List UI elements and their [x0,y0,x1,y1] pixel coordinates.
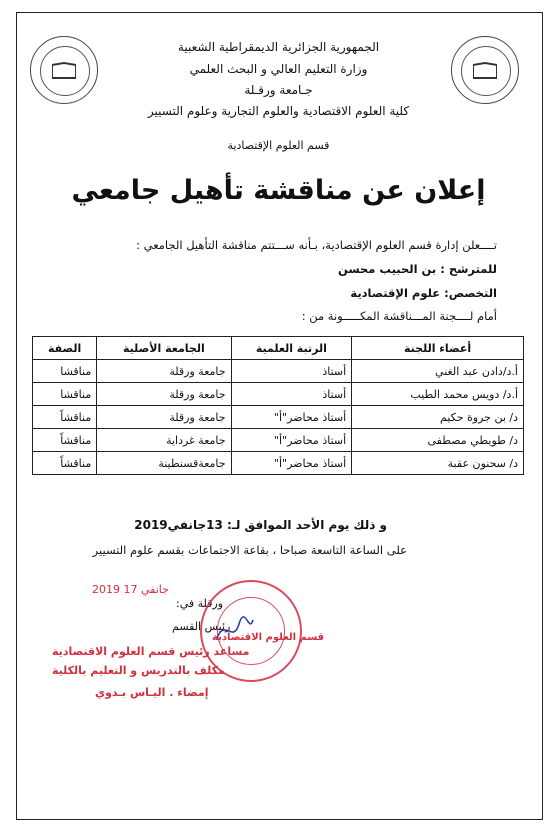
date-line: و ذلك يوم الأحد الموافق لـ: 13جانفي2019 [134,518,387,532]
member-role: مناقشاً [33,452,97,475]
member-rank: أستاذ محاضر"أ" [231,452,352,475]
table-row [33,360,524,383]
member-rank: أستاذ محاضر"أ" [231,406,352,429]
header-country: الجمهورية الجزائرية الديمقراطية الشعبية [177,40,380,54]
header-university: الجامعة الأصلية [97,337,231,360]
signer-title-1: مساعد رئيس قسم العلوم الاقتصادية [52,645,250,658]
table-row [33,452,524,475]
table-row [33,383,524,406]
member-role: مناقشاً [33,406,97,429]
header-ministry: وزارة التعليم العالي و البحث العلمي [189,62,368,76]
header-rank: الرتبة العلمية [231,337,352,360]
member-university: جامعةقسنطينة [97,452,231,475]
stamp-dept: قسم العلوم الاقتصادية [212,632,325,643]
signer-name: إمضاء . اليـاس بـدوي [95,686,209,699]
member-name: أ.د/ دويس محمد الطيب [352,383,524,406]
member-name: د/ طويطي مصطفى [352,429,524,452]
member-role: مناقشا [33,360,97,383]
committee-intro: أمام لــــجنة المـــناقشة المكـــــونة من : [301,309,497,323]
header-role: الصفة [33,337,97,360]
signer-title-2: مكلف بالتدريس و التعليم بالكلية [52,664,225,677]
member-university: جامعة ورقلة [97,360,231,383]
intro-text: تــــعلن إدارة قسم العلوم الإقتصادية، بـأنه ســـتتم مناقشة التأهيل الجامعي : [136,238,497,252]
header-department: قسم العلوم الإقتصادية [227,139,330,152]
table-header-row [33,337,524,360]
table-row [33,406,524,429]
member-name: د/ سحنون عقبة [352,452,524,475]
table-row [33,429,524,452]
page-title: إعلان عن مناقشة تأهيل جامعي [71,175,486,206]
member-name: د/ بن جروة حكيم [352,406,524,429]
date-stamp: 2019 جانفي 17 [92,583,169,596]
member-rank: أستاذ محاضر"أ" [231,429,352,452]
member-university: جامعة ورقلة [97,406,231,429]
role-label: رئيس القسم [172,620,231,633]
specialty-line: التخصص: علوم الإقتصادية [350,286,497,300]
header-members: أعضاء اللجنة [352,337,524,360]
member-university: جامعة ورقلة [97,383,231,406]
header-university: جـامعة ورقـلة [244,83,313,97]
candidate-line: للمترشح : بن الحبيب محسن [337,262,497,276]
time-line: على الساعة التاسعة صباحا ، بقاعة الاجتماعات بقسم علوم التسيير [92,543,407,557]
place-label: ورقلة في: [176,597,224,610]
member-role: مناقشا [33,383,97,406]
member-rank: أستاذ [231,360,352,383]
member-name: أ.د/دادن عبد الغني [352,360,524,383]
header-faculty: كلية العلوم الاقتصادية والعلوم التجارية وعلوم التسيير [147,104,410,118]
member-rank: أستاذ [231,383,352,406]
member-university: جامعة غرداية [97,429,231,452]
committee-table [32,336,524,475]
member-role: مناقشاً [33,429,97,452]
